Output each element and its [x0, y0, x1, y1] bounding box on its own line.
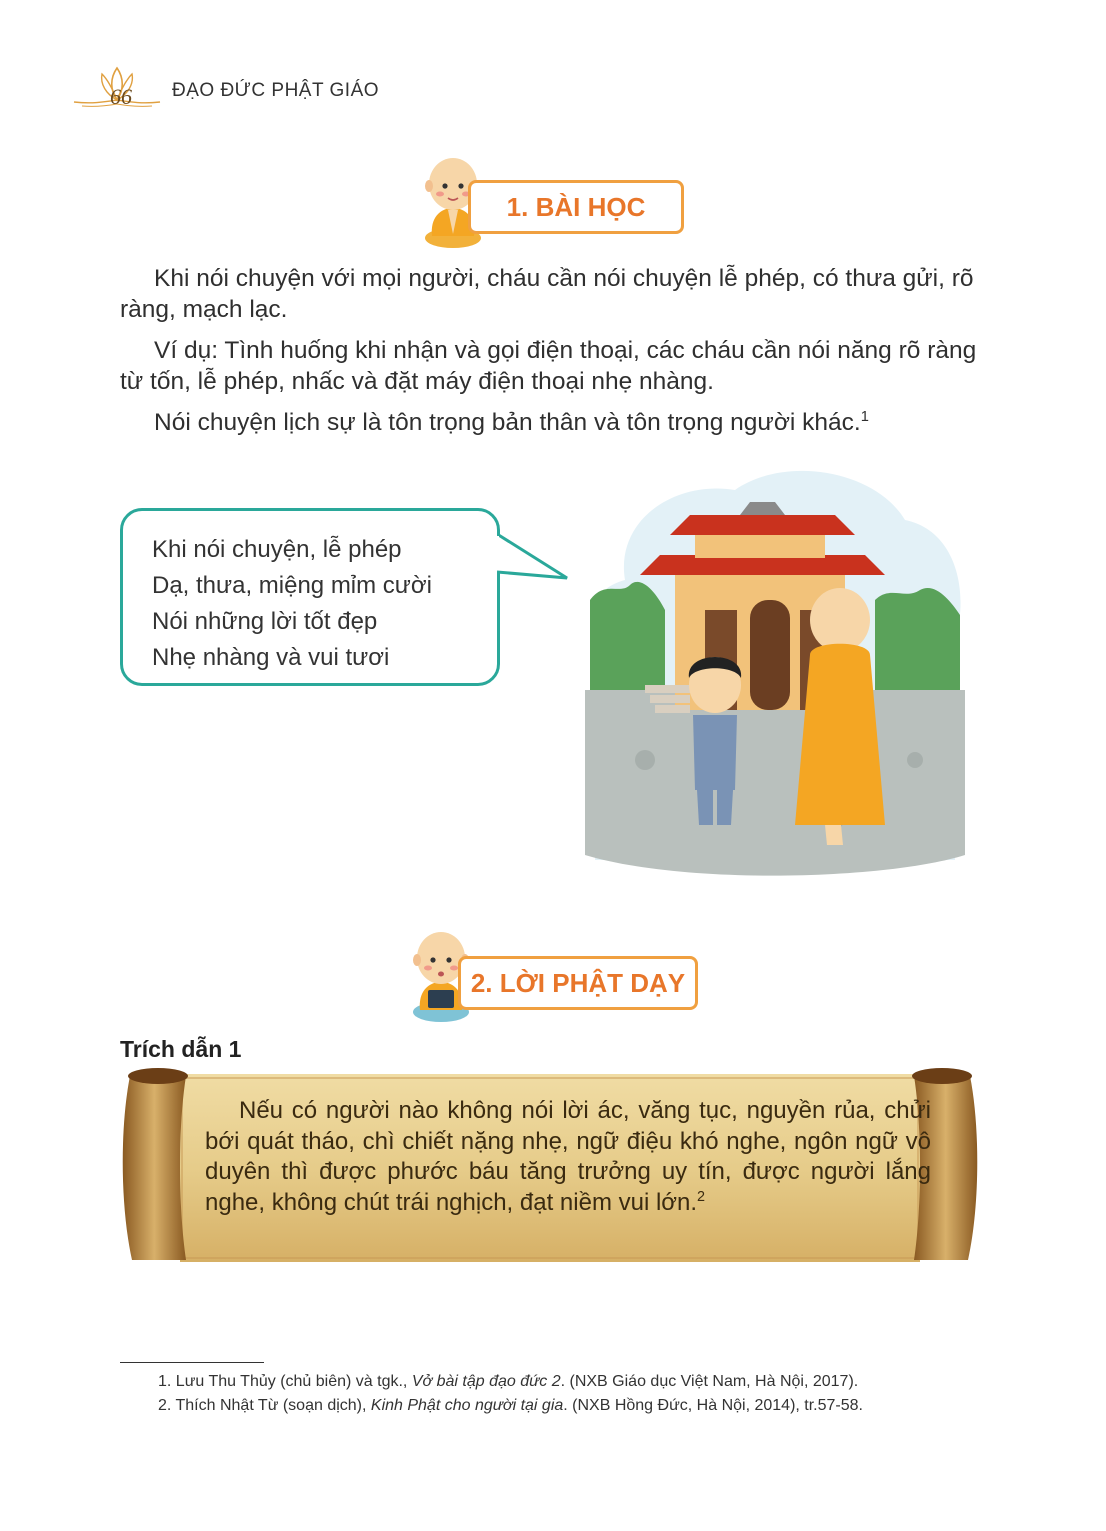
lesson-paragraph-3-text: Nói chuyện lịch sự là tôn trọng bản thân và tôn trọng người khác. — [154, 409, 861, 436]
pagoda-scene-illustration — [585, 460, 965, 900]
quote-text — [205, 1096, 931, 1218]
quote-body: Nếu có người nào không nói lời ác, văng tục, nguyền rủa, chửi bới quát tháo, chì chiết nặng nhẹ, ngữ điệu khó nghe, ngôn ngữ vô duyên thì được phước báu tăng trưởng uy tín, được người lắng nghe, không chút trái nghịch, đạt niềm vui lớn. — [205, 1097, 931, 1216]
footnote-1 — [120, 1370, 990, 1394]
lesson-text — [120, 263, 986, 438]
section-heading-lesson: 1. BÀI HỌC — [468, 180, 684, 234]
footnote-2-prefix: 2. Thích Nhật Từ (soạn dịch), — [158, 1397, 371, 1414]
footnote-1-suffix: . (NXB Giáo dục Việt Nam, Hà Nội, 2017). — [560, 1373, 859, 1390]
quote-label: Trích dẫn 1 — [120, 1036, 242, 1062]
lesson-paragraph-1: Khi nói chuyện với mọi người, cháu cần nói chuyện lễ phép, có thưa gửi, rõ ràng, mạch lạc. — [120, 265, 974, 323]
footnote-2-suffix: . (NXB Hồng Đức, Hà Nội, 2014), tr.57-58. — [563, 1397, 863, 1414]
speech-bubble-tail — [497, 526, 571, 586]
footnote-1-title: Vở bài tập đạo đức 2 — [411, 1373, 561, 1390]
bubble-line-4: Nhẹ nhàng và vui tươi — [152, 644, 390, 671]
bubble-line-3: Nói những lời tốt đẹp — [152, 608, 378, 635]
footnote-2-title: Kinh Phật cho người tại gia — [370, 1397, 564, 1414]
section-heading-buddha-teaching: 2. LỜI PHẬT DẠY — [458, 956, 698, 1010]
footnote-ref-1: 1 — [860, 408, 869, 425]
lesson-paragraph-2: Ví dụ: Tình huống khi nhận và gọi điện thoại, các cháu cần nói năng rõ ràng từ tốn, lễ phép, nhấc và đặt máy điện thoại nhẹ nhàng. — [120, 337, 977, 395]
footnote-ref-2: 2 — [697, 1188, 706, 1205]
page-number: 66 — [110, 84, 132, 109]
footnotes — [120, 1370, 990, 1418]
quote-paragraph — [205, 1096, 931, 1218]
bubble-text — [152, 532, 432, 676]
bubble-line-1: Khi nói chuyện, lễ phép — [152, 536, 402, 563]
bubble-line-2: Dạ, thưa, miệng mỉm cười — [152, 572, 432, 599]
footnote-divider — [120, 1362, 264, 1363]
footnote-2 — [120, 1394, 990, 1418]
lesson-paragraph-3 — [120, 407, 986, 438]
running-title: ĐẠO ĐỨC PHẬT GIÁO — [172, 80, 380, 101]
footnote-1-prefix: 1. Lưu Thu Thủy (chủ biên) và tgk., — [158, 1373, 412, 1390]
